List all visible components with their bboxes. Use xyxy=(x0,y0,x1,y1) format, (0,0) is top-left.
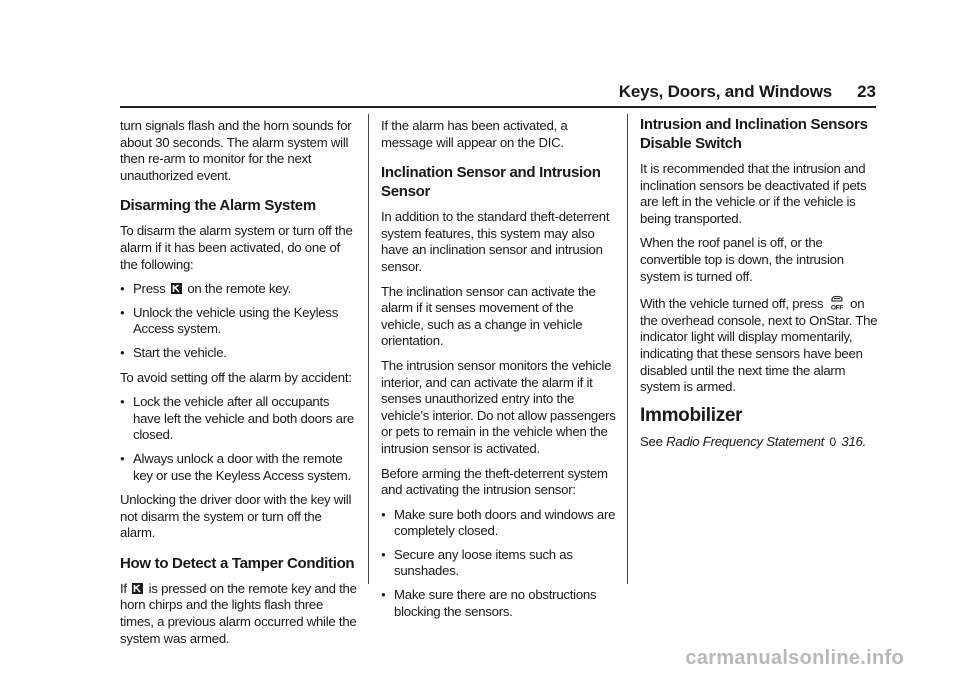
watermark: carmanualsonline.info xyxy=(685,647,904,669)
column-divider xyxy=(368,114,369,584)
lock-key-icon xyxy=(171,283,182,294)
section-title: Keys, Doors, and Windows xyxy=(618,82,832,101)
paragraph: The inclination sensor can activate the alarm if it senses movement of the vehicle, such as a change in vehicle orientation. xyxy=(381,283,596,349)
paragraph: Unlocking the driver door with the key will not disarm the system or turn off the alarm. xyxy=(120,492,352,541)
paragraph: With the vehicle turned off, press OFF on the overhead console, next to OnStar. The indicator light will display momentarily, indicating that these sensors have been disabled until the next time the alarm system is armed. xyxy=(640,293,878,396)
heading-disable-switch: Intrusion and Inclination Sensors Disable Switch xyxy=(640,116,868,152)
heading-tamper: How to Detect a Tamper Condition xyxy=(120,554,355,572)
paragraph: In addition to the standard theft-deterrent system features, this system may also have an inclination sensor and intrusion sensor. xyxy=(381,209,610,274)
list-item: ● Always unlock a door with the remote key or use the Keyless Access system. xyxy=(120,451,360,484)
page-header xyxy=(120,82,876,106)
list-item: ● Make sure both doors and windows are completely closed. xyxy=(381,507,619,540)
list-item: ● Make sure there are no obstructions blocking the sensors. xyxy=(381,587,619,620)
page-number: 23 xyxy=(857,82,876,101)
list-item: ● Press on the remote key. xyxy=(120,281,360,298)
sensor-off-icon xyxy=(829,293,845,311)
cross-reference-link[interactable]: Radio Frequency Statement xyxy=(666,434,825,450)
paragraph: To avoid setting off the alarm by accident: xyxy=(120,369,352,385)
column-3 xyxy=(640,118,878,459)
heading-disarming: Disarming the Alarm System xyxy=(120,197,316,215)
list-item: ● Unlock the vehicle using the Keyless Access system. xyxy=(120,305,360,338)
paragraph: To disarm the alarm system or turn off the alarm if it has been activated, do one of the following: xyxy=(120,223,353,272)
heading-immobilizer: Immobilizer xyxy=(640,404,743,426)
bullet-list xyxy=(120,281,360,361)
paragraph: If the alarm has been activated, a message will appear on the DIC. xyxy=(381,118,568,150)
paragraph: When the roof panel is off, or the convertible top is down, the intrusion system is turned off. xyxy=(640,235,844,284)
paragraph: See Radio Frequency Statement 0 316. xyxy=(640,434,867,450)
header-rule xyxy=(120,106,876,108)
svg-text:OFF: OFF xyxy=(830,304,843,312)
column-divider xyxy=(627,114,628,584)
list-item: ● Secure any loose items such as sunshades. xyxy=(381,547,619,580)
column-1 xyxy=(120,118,360,655)
bullet-list xyxy=(120,394,360,484)
page-reference-arrow-icon: 0 xyxy=(829,435,836,450)
paragraph: turn signals flash and the horn sounds for about 30 seconds. The alarm system will then re-arm to monitor for the next unauthorized event. xyxy=(120,118,352,183)
paragraph: Before arming the theft-deterrent system and activating the intrusion sensor: xyxy=(381,465,608,498)
reference-page-number[interactable]: 316. xyxy=(841,434,867,450)
lock-key-icon xyxy=(132,583,143,594)
paragraph: It is recommended that the intrusion and inclination sensors be deactivated if pets are left in the vehicle or if the vehicle is being transported. xyxy=(640,161,867,226)
list-item: ● Start the vehicle. xyxy=(120,345,360,362)
bullet-list xyxy=(381,507,619,621)
column-2 xyxy=(381,118,619,628)
paragraph: If is pressed on the remote key and the horn chirps and the lights flash three times, a previous alarm occurred while the system was armed. xyxy=(120,580,357,646)
heading-inclination: Inclination Sensor and Intrusion Sensor xyxy=(381,164,601,201)
paragraph: The intrusion sensor monitors the vehicle interior, and can activate the alarm if it senses unauthorized entry into the vehicle’s interior. Do not allow passengers or pets to remain in the vehicle when the intrusion sensor is activated. xyxy=(381,357,616,456)
list-item: ● Lock the vehicle after all occupants have left the vehicle and both doors are closed. xyxy=(120,394,360,444)
